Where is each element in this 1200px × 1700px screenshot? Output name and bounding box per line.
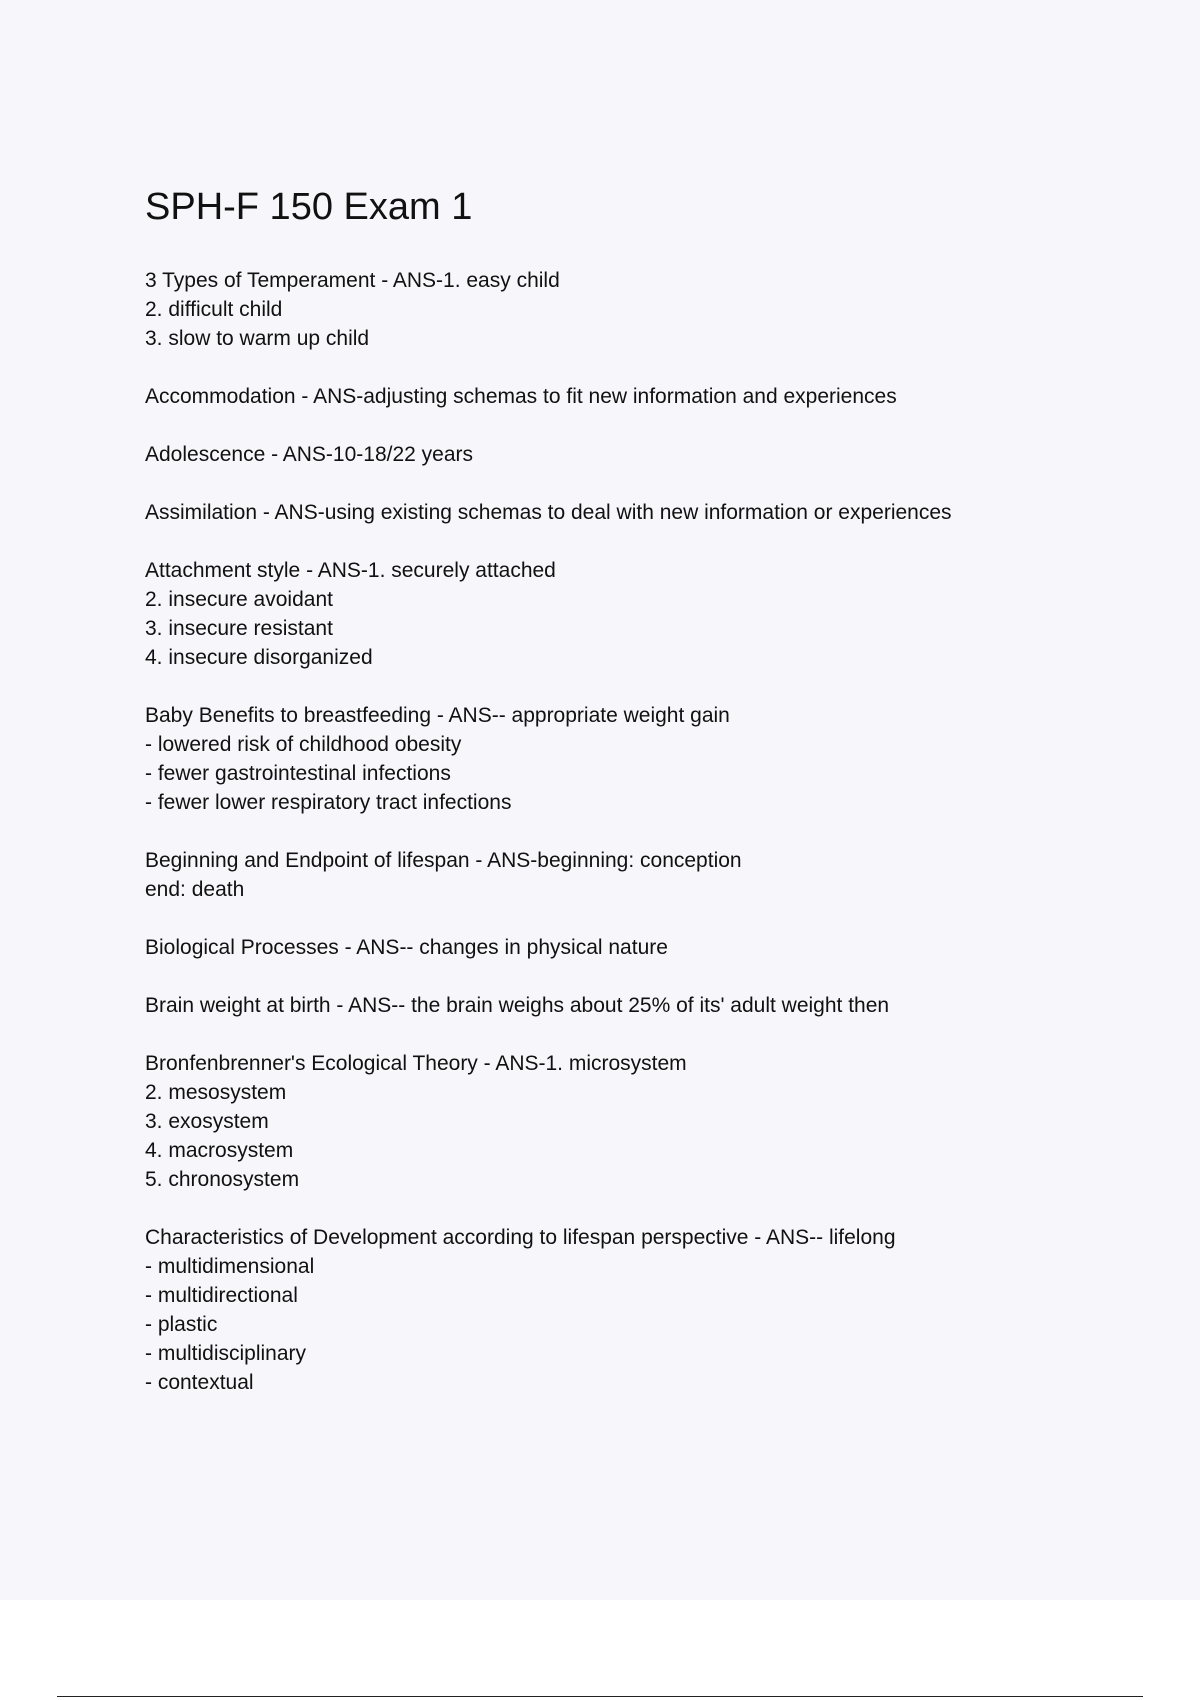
entry-answer-line: 5. chronosystem — [145, 1168, 300, 1191]
flashcard-entry — [145, 498, 1105, 527]
document-title: SPH-F 150 Exam 1 — [145, 186, 473, 228]
entry-answer-line: 2. mesosystem — [145, 1081, 287, 1104]
entry-term-line: Beginning and Endpoint of lifespan - ANS-beginning: conception — [145, 849, 742, 872]
entry-term-line: Brain weight at birth - ANS-- the brain weighs about 25% of its' adult weight then — [145, 994, 890, 1017]
entry-term-line: Biological Processes - ANS-- changes in physical nature — [145, 936, 668, 959]
entry-answer-line: - plastic — [145, 1313, 218, 1336]
footer-divider — [57, 1696, 1143, 1697]
entry-term-line: Bronfenbrenner's Ecological Theory - ANS-1. microsystem — [145, 1052, 687, 1075]
entry-term-line: Assimilation - ANS-using existing schemas to deal with new information or experiences — [145, 501, 952, 524]
entry-answer-line: 2. insecure avoidant — [145, 588, 333, 611]
flashcard-entry — [145, 556, 1105, 672]
entry-answer-line: 4. insecure disorganized — [145, 646, 373, 669]
entry-answer-line: - fewer gastrointestinal infections — [145, 762, 451, 785]
entry-answer-line: - lowered risk of childhood obesity — [145, 733, 462, 756]
flashcard-list — [145, 266, 1105, 1397]
entry-answer-line: 2. difficult child — [145, 298, 283, 321]
entry-term-line: Accommodation - ANS-adjusting schemas to fit new information and experiences — [145, 385, 897, 408]
document-content — [145, 180, 1105, 1426]
entry-term-line: 3 Types of Temperament - ANS-1. easy child — [145, 269, 560, 292]
entry-term-line: Attachment style - ANS-1. securely attached — [145, 559, 556, 582]
entry-answer-line: 3. insecure resistant — [145, 617, 333, 640]
flashcard-entry — [145, 1223, 1105, 1397]
entry-answer-line: end: death — [145, 878, 245, 901]
flashcard-entry — [145, 846, 1105, 904]
entry-answer-line: - multidisciplinary — [145, 1342, 307, 1365]
flashcard-entry — [145, 701, 1105, 817]
flashcard-entry — [145, 382, 1105, 411]
entry-answer-line: 3. slow to warm up child — [145, 327, 370, 350]
flashcard-entry — [145, 266, 1105, 353]
entry-answer-line: - multidimensional — [145, 1255, 315, 1278]
entry-answer-line: - multidirectional — [145, 1284, 298, 1307]
entry-answer-line: - contextual — [145, 1371, 254, 1394]
flashcard-entry — [145, 991, 1105, 1020]
entry-term-line: Adolescence - ANS-10-18/22 years — [145, 443, 474, 466]
flashcard-entry — [145, 933, 1105, 962]
entry-term-line: Baby Benefits to breastfeeding - ANS-- appropriate weight gain — [145, 704, 730, 727]
entry-answer-line: - fewer lower respiratory tract infections — [145, 791, 512, 814]
flashcard-entry — [145, 1049, 1105, 1194]
flashcard-entry — [145, 440, 1105, 469]
entry-answer-line: 4. macrosystem — [145, 1139, 294, 1162]
entry-term-line: Characteristics of Development according to lifespan perspective - ANS-- lifelong — [145, 1226, 896, 1249]
entry-answer-line: 3. exosystem — [145, 1110, 269, 1133]
